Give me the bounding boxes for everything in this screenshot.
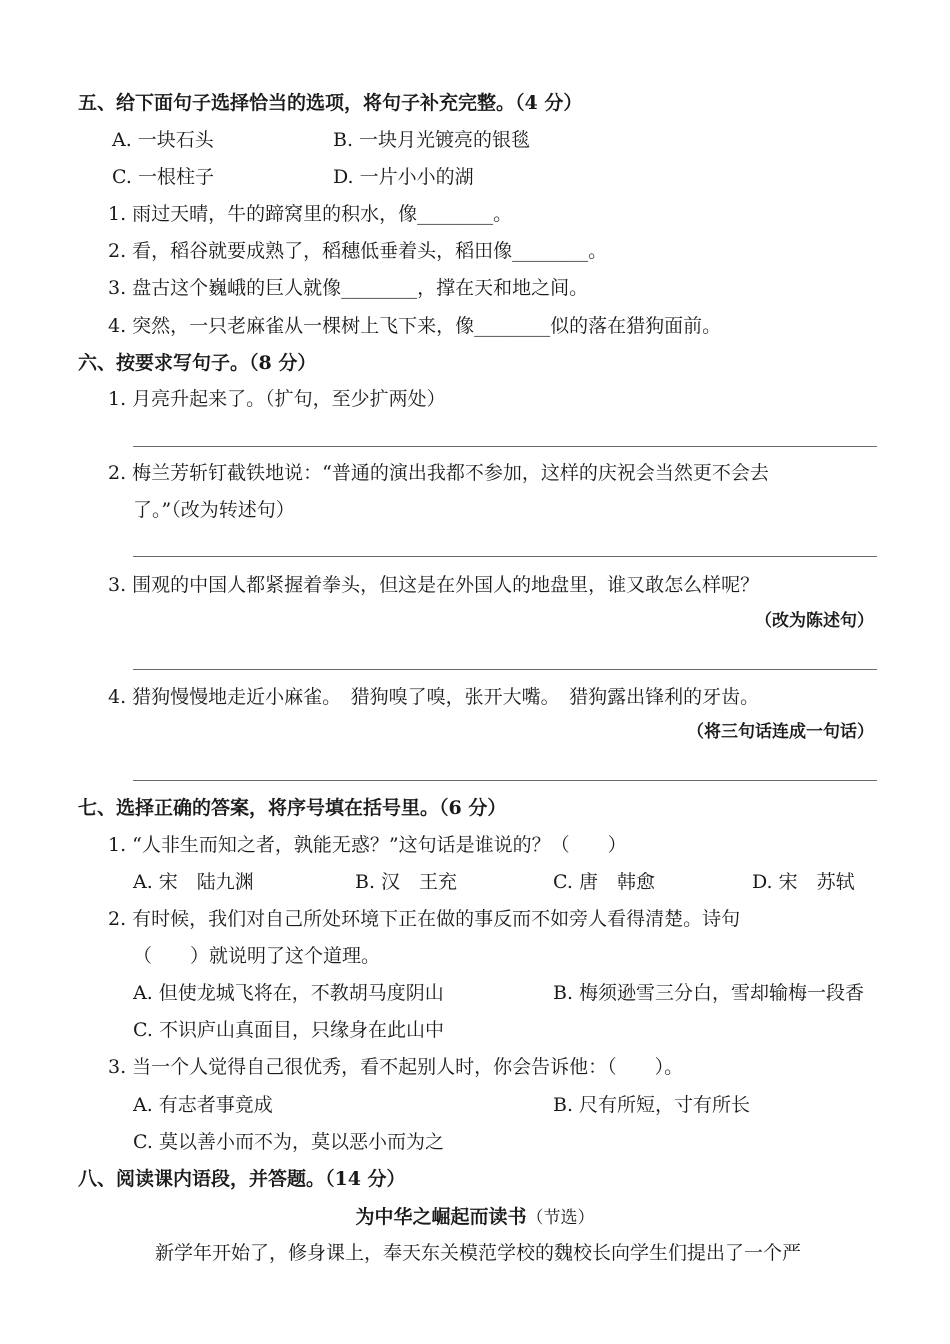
s5-option-c: C. 一根柱子 — [112, 166, 214, 188]
answer-line-2[interactable] — [133, 556, 877, 557]
s7-q2-option-a: A. 但使龙城飞将在，不教胡马度阴山 — [133, 982, 444, 1004]
answer-line-1[interactable] — [133, 446, 877, 447]
s6-question-3: 3. 围观的中国人都紧握着拳头，但这是在外国人的地盘里，谁又敢怎么样呢？ — [108, 574, 760, 596]
s6-question-2-line-2: 了。”（改为转述句） — [133, 499, 295, 521]
s7-q1-option-d: D. 宋 苏轼 — [752, 871, 855, 893]
s7-q1-option-a: A. 宋 陆九渊 — [133, 871, 254, 893]
s5-question-1: 1. 雨过天晴，牛的蹄窝里的积水，像________。 — [108, 203, 513, 225]
s5-option-d: D. 一片小小的湖 — [333, 166, 474, 188]
s7-question-2-line-2: （ ）就说明了这个道理。 — [133, 945, 381, 967]
s6-question-3-requirement: （改为陈述句） — [755, 611, 874, 631]
s7-q3-option-b: B. 尺有所短，寸有所长 — [553, 1094, 751, 1116]
section-7-heading: 七、选择正确的答案，将序号填在括号里。（6 分） — [78, 797, 507, 819]
s5-question-2: 2. 看，稻谷就要成熟了，稻穗低垂着头，稻田像________。 — [108, 240, 608, 262]
s7-q1-option-c: C. 唐 韩愈 — [553, 871, 655, 893]
answer-line-3[interactable] — [133, 669, 877, 670]
s5-question-3: 3. 盘古这个巍峨的巨人就像________，撑在天和地之间。 — [108, 277, 589, 299]
s7-q3-option-a: A. 有志者事竟成 — [133, 1094, 273, 1116]
passage-title-note: （节选） — [526, 1208, 595, 1228]
s7-q2-option-b: B. 梅须逊雪三分白，雪却输梅一段香 — [553, 982, 865, 1004]
s7-question-3: 3. 当一个人觉得自己很优秀，看不起别人时，你会告诉他：（ ）。 — [108, 1056, 684, 1078]
s7-q1-option-b: B. 汉 王充 — [355, 871, 458, 893]
s6-question-4-requirement: （将三句话连成一句话） — [687, 722, 874, 742]
s5-question-4: 4. 突然，一只老麻雀从一棵树上飞下来，像________似的落在猎狗面前。 — [108, 315, 722, 337]
answer-line-4[interactable] — [133, 780, 877, 781]
s7-question-2-line-1: 2. 有时候，我们对自己所处环境下正在做的事反而不如旁人看得清楚。诗句 — [108, 908, 741, 930]
section-5-heading: 五、给下面句子选择恰当的选项，将句子补充完整。（4 分） — [78, 92, 583, 114]
s7-q3-option-c: C. 莫以善小而不为，莫以恶小而为之 — [133, 1131, 444, 1153]
section-6-heading: 六、按要求写句子。（8 分） — [78, 352, 317, 374]
s5-option-a: A. 一块石头 — [112, 129, 214, 151]
passage-title-text: 为中华之崛起而读书 — [355, 1206, 527, 1228]
s6-question-1: 1. 月亮升起来了。（扩句，至少扩两处） — [108, 388, 446, 410]
passage-title — [0, 1204, 950, 1231]
passage-paragraph: 新学年开始了，修身课上，奉天东关模范学校的魏校长向学生们提出了一个严 — [155, 1242, 802, 1264]
section-8-heading: 八、阅读课内语段，并答题。（14 分） — [78, 1168, 406, 1190]
s5-option-b: B. 一块月光镀亮的银毯 — [333, 129, 531, 151]
s6-question-4: 4. 猎狗慢慢地走近小麻雀。 猎狗嗅了嗅，张开大嘴。 猎狗露出锋利的牙齿。 — [108, 686, 760, 708]
s7-q2-option-c: C. 不识庐山真面目，只缘身在此山中 — [133, 1019, 444, 1041]
s7-question-1: 1. “人非生而知之者，孰能无惑？”这句话是谁说的？（ ） — [108, 834, 627, 856]
s6-question-2-line-1: 2. 梅兰芳斩钉截铁地说：“普通的演出我都不参加，这样的庆祝会当然更不会去 — [108, 462, 769, 484]
